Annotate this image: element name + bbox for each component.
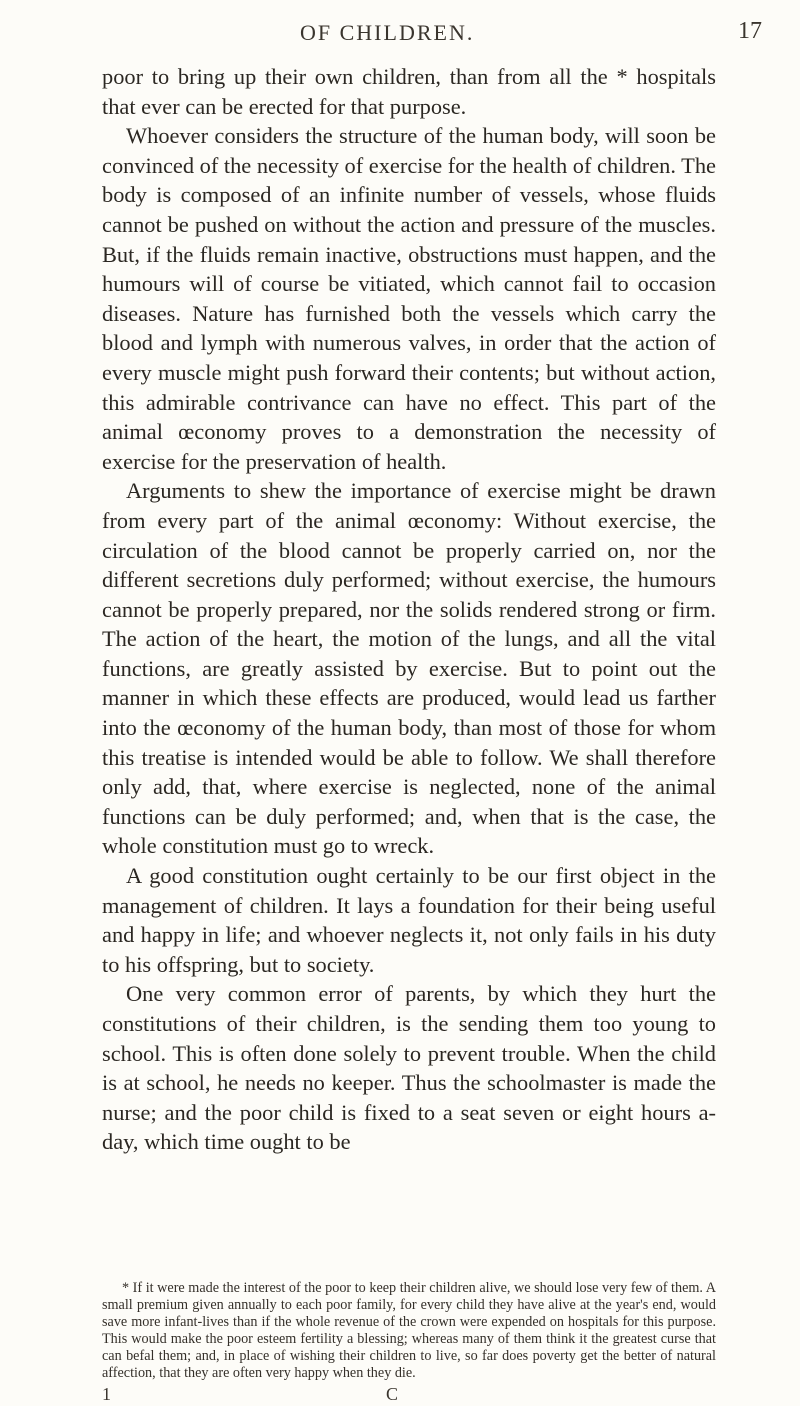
body-text bbox=[102, 62, 716, 1157]
signature-mark: C bbox=[386, 1384, 399, 1404]
footnote bbox=[102, 1280, 716, 1382]
paragraph-school-error: One very common error of parents, by which they hurt the constitutions of their children, is the sending them too young to school. This is often done solely to prevent trouble. When the child is at school, he needs no keeper. Thus the schoolmaster is made the nurse; and the poor child is fixed to a seat seven or eight hours a-day, which time ought to be bbox=[102, 981, 716, 1155]
footnote-text: * If it were made the interest of the poor to keep their children alive, we should lose very few of them. A small premium given annually to each poor family, for every child they have alive at the year's end, would save more infant-lives than if the whole revenue of the crown were expended on hospitals for this purpose. This would make the poor esteem fertility a blessing; whereas many of them think it the greatest curse that can befal them; and, in place of wishing their children to live, so far does poverty get the better of natural affection, that they are often very happy when they die. bbox=[102, 1280, 716, 1381]
paragraph-good-constitution: A good constitution ought certainly to be our first object in the management of children. It lays a foundation for their being useful and happy in life; and whoever neglects it, not only fails in his duty to his offspring, but to society. bbox=[102, 863, 716, 977]
signature-line bbox=[0, 1384, 800, 1404]
running-head bbox=[0, 18, 800, 58]
signature-number: 1 bbox=[102, 1384, 111, 1404]
page-number: 17 bbox=[738, 18, 762, 44]
running-title: OF CHILDREN. bbox=[300, 20, 475, 45]
paragraph-body-structure: Whoever considers the structure of the human body, will soon be convinced of the necessity of exercise for the health of children. The body is composed of an infinite number of vessels, whose fluids cannot be pushed on without the action and pressure of the muscles. But, if the fluids remain inactive, obstructions must happen, and the humours will of course be vitiated, which cannot fail to occasion diseases. Nature has furnished both the vessels which carry the blood and lymph with numerous valves, in order that the action of every muscle might push forward their contents; but without action, this admirable contrivance can have no effect. This part of the animal œconomy proves to a demonstration the necessity of exercise for the preservation of health. bbox=[102, 123, 716, 474]
paragraph-arguments-exercise: Arguments to shew the importance of exercise might be drawn from every part of the animal œconomy: Without exercise, the circulation of the blood cannot be properly carried on, nor the different secretions duly performed; without exercise, the humours cannot be properly prepared, nor the solids rendered strong or firm. The action of the heart, the motion of the lungs, and all the vital functions, are greatly assisted by exercise. But to point out the manner in which these effects are produced, would lead us farther into the œconomy of the human body, than most of those for whom this treatise is intended would be able to follow. We shall therefore only add, that, where exercise is neglected, none of the animal functions can be duly performed; and, when that is the case, the whole constitution must go to wreck. bbox=[102, 478, 716, 859]
paragraph-continuation: poor to bring up their own children, than from all the * hospitals that ever can be erected for that purpose. bbox=[102, 64, 716, 119]
